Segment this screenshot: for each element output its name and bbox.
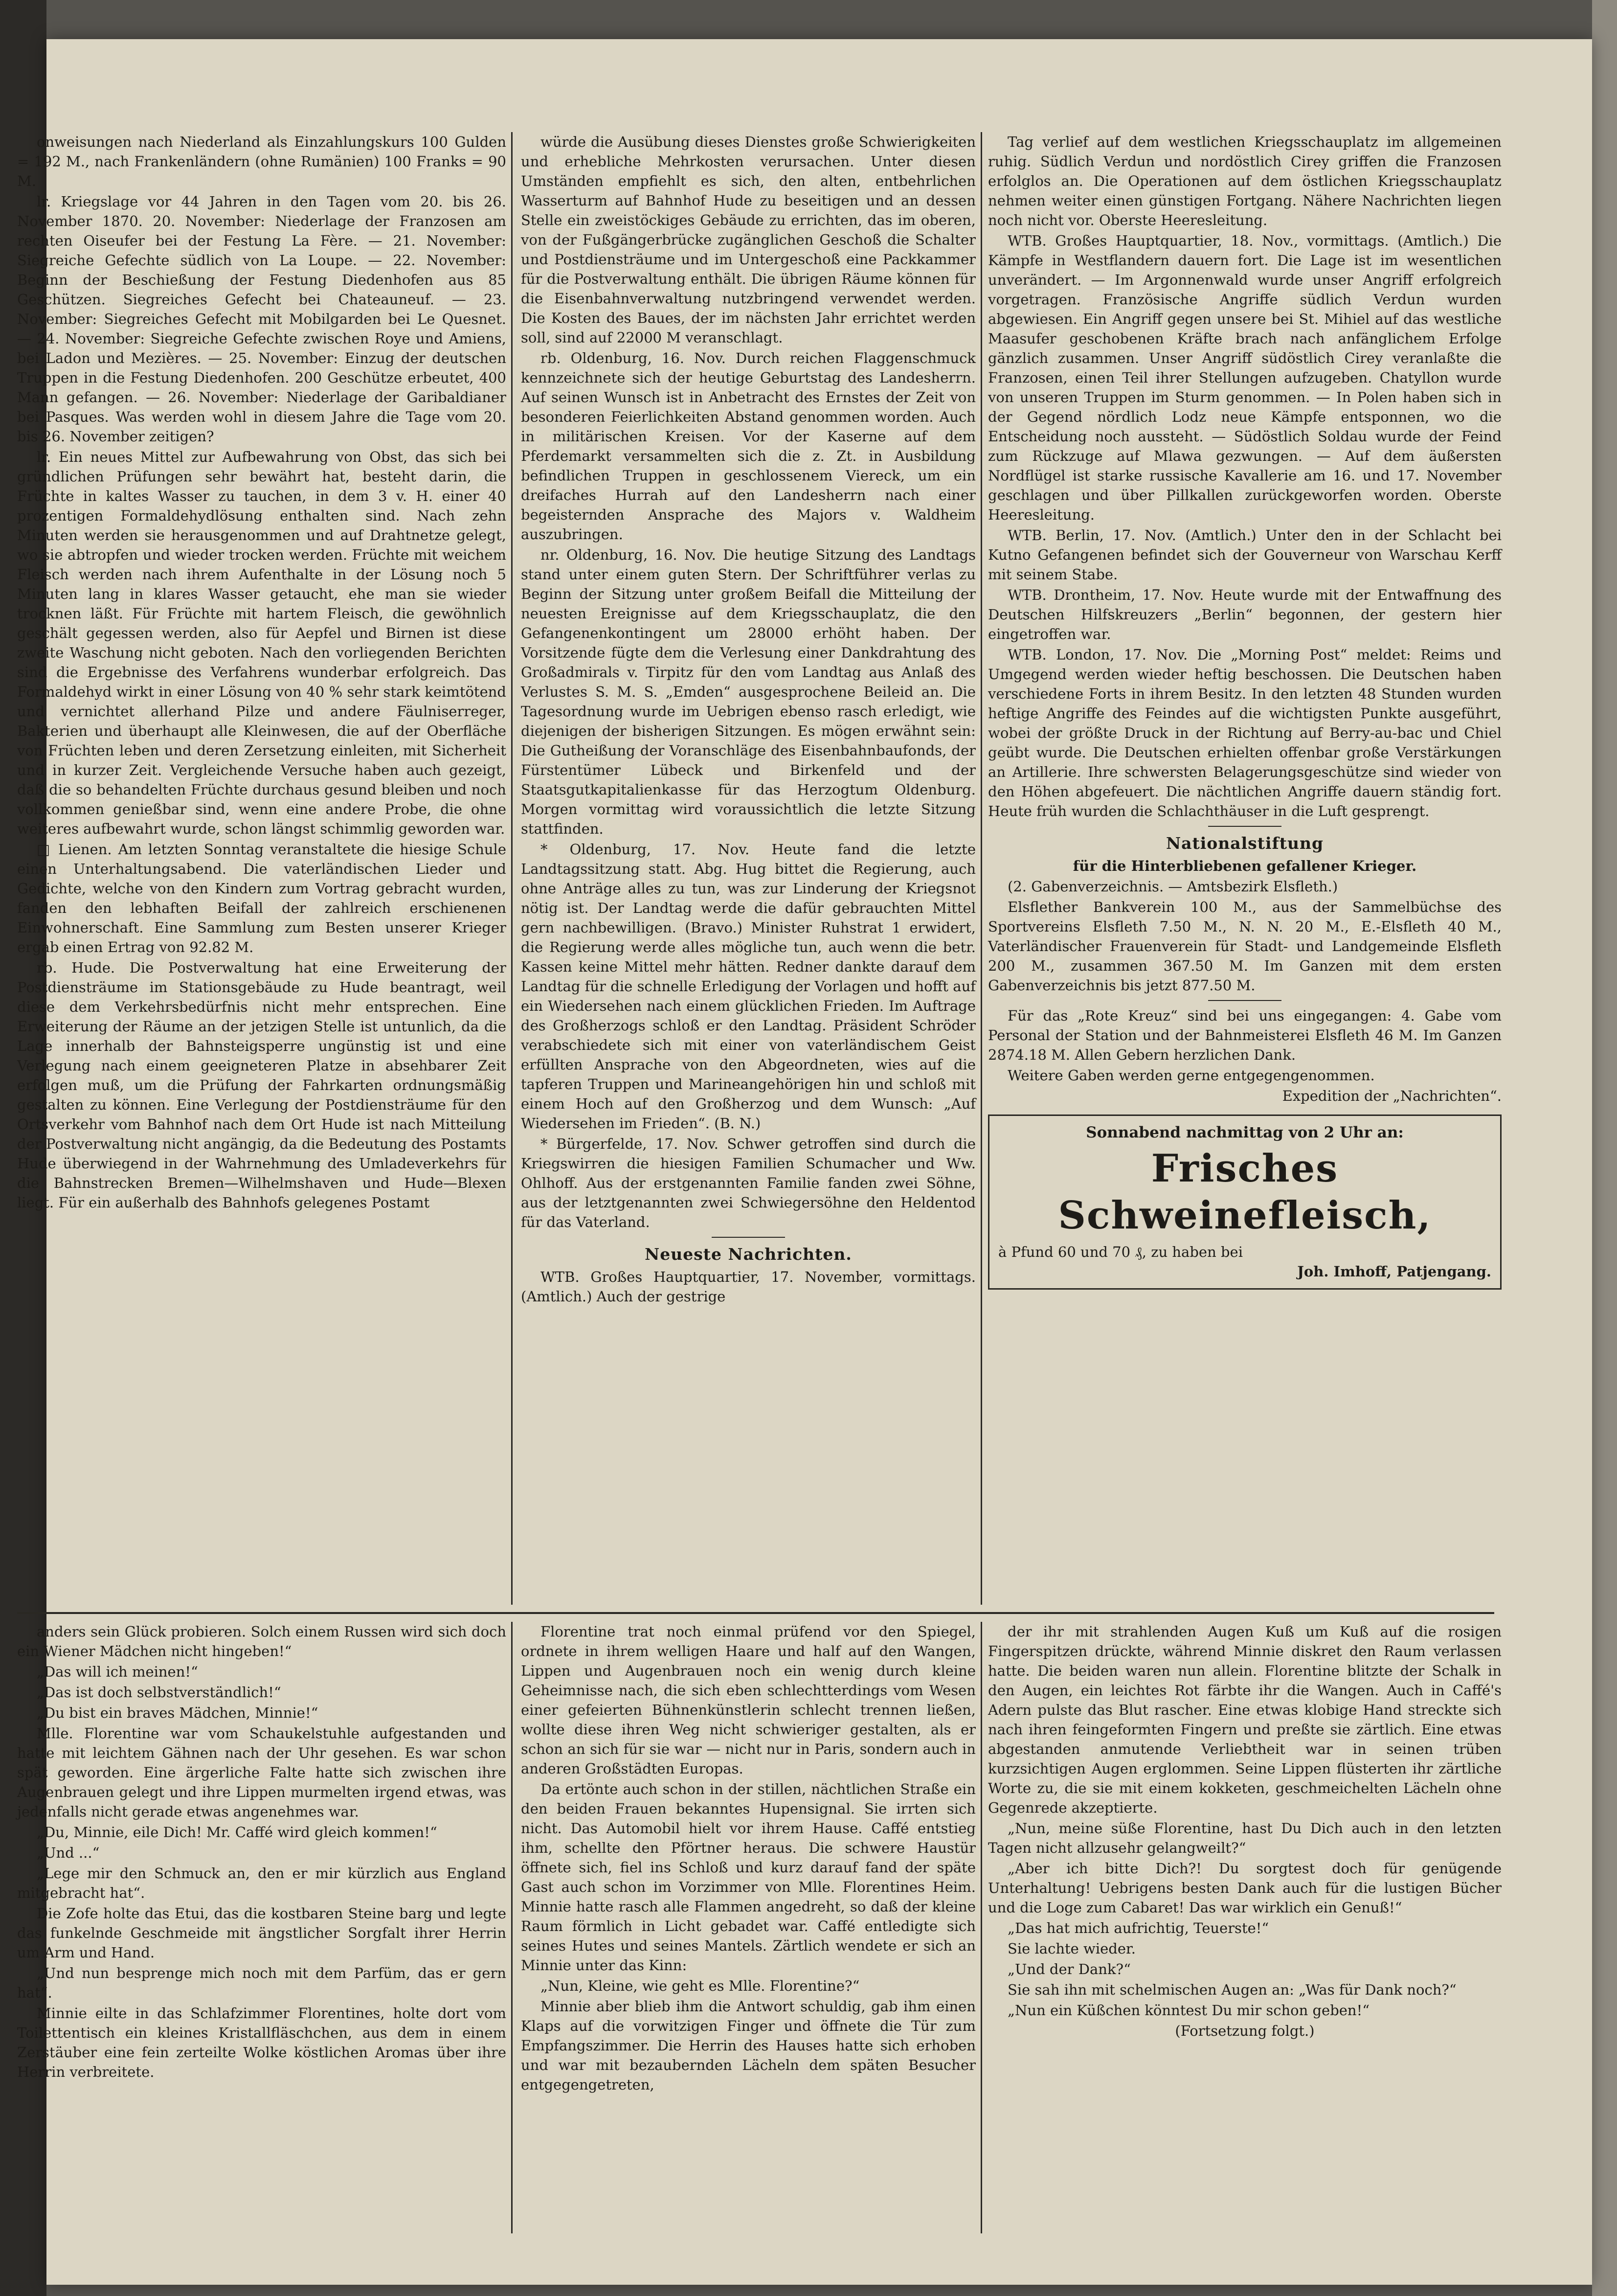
ad-price: à Pfund 60 und 70 ₰, zu haben bei [998,1244,1243,1260]
column-rule [981,132,982,1605]
column-rule [981,1622,982,2233]
paragraph: „Und ...“ [37,1844,100,1861]
paragraph: (2. Gabenverzeichnis. — Amtsbezirk Elsfleth.) [1008,878,1338,895]
column-rule [511,132,513,1605]
paragraph: Sie sah ihn mit schelmischen Augen an: „Was für Dank noch?“ [1008,1981,1457,1998]
separator [1208,1000,1281,1001]
paragraph: rb. Hude. Die Postverwaltung hat eine Erweiterung der Postdiensträume im Stationsgebäude zu Hude beantragt, weil diese dem Verkehrsbedürfnis nicht mehr entsprechen. Eine Erweiterung der Räume an der jetzigen Stelle ist untunlich, da die Lage innerhalb der Bahnsteigsperre ungünstig ist und eine Verlegung nach einem geeigneteren Platze in absehbarer Zeit erfolgen muß, um die Prüfung der Fahrkarten ordnungsmäßig gestalten zu können. Eine Verlegung der Postdiensträume für den Ortsverkehr vom Bahnhof nach dem Ort Hude ist nach Mitteilung der Postverwaltung nicht angängig, da die Bedeutung des Postamts Hude überwiegend in der Wahrnehmung des Umladeverkehrs für die Bahnstrecken Bremen—Wilhelmshaven und Hude—Blexen liegt. Für ein außerhalb des Bahnhofs gelegenes Postamt [17,959,506,1211]
paragraph: WTB. Großes Hauptquartier, 17. November, vormittags. (Amtlich.) Auch der gestrige [521,1269,976,1305]
paragraph: nr. Oldenburg, 16. Nov. Die heutige Sitzung des Landtags stand unter einem guten Stern. Der Schriftführer verlas zu Beginn der Sitzung unter großem Beifall die Mitteilung der neuesten Ereignisse auf dem Kriegsschauplatz, die den Gefangenenkontingent um 28000 erhöht haben. Der Vorsitzende fügte dem die Verlesung einer Dankdrahtung des Großadmirals v. Tirpitz für den vom Landtag aus Anlaß des Verlustes S. M. S. „Emden“ ausgesprochene Beileid an. Die Tagesordnung wurde im Uebrigen ebenso rasch erledigt, wie diejenigen der bisherigen Sitzungen. Es mögen erwähnt sein: Die Gutheißung der Voranschläge des Eisenbahnbaufonds, der Fürstentümer Lübeck und Birkenfeld und der Staatsgutkapitalienkasse für das Herzogtum Oldenburg. Morgen vormittag wird voraussichtlich die letzte Sitzung stattfinden. [521,546,976,837]
paragraph: WTB. Drontheim, 17. Nov. Heute wurde mit der Entwaffnung des Deutschen Hilfskreuzers „Berlin“ begonnen, der gestern hier eingetroffen war. [988,587,1502,642]
bottom-column-3 [988,1622,1502,2233]
paragraph: Minnie eilte in das Schlafzimmer Florentines, holte dort vom Toilettentisch ein kleines Kristallfläschchen, aus dem in einem Zerstäuber eine fein zerteilte Wolke köstlichen Aromas über ihre Herrin verbreitete. [17,2005,506,2080]
paragraph: WTB. Großes Hauptquartier, 18. Nov., vormittags. (Amtlich.) Die Kämpfe in Westflandern dauern fort. Die Lage ist im wesentlichen unverändert. — Im Argonnenwald wurde unser Angriff erfolgreich vorgetragen. Französische Angriffe südlich Verdun wurden abgewiesen. Ein Angriff gegen unsere bei St. Mihiel auf das westliche Maasufer geschobenen Kräfte brach nach anfänglichem Erfolge gänzlich zusammen. Unser Angriff südöstlich Cirey veranlaßte die Franzosen, einen Teil ihrer Stellungen aufzugeben. Chatyllon wurde von unseren Truppen im Sturm genommen. — In Polen haben sich in der Gegend nördlich Lodz neue Kämpfe entsponnen, wo die Entscheidung noch aussteht. — Südöstlich Soldau wurde der Feind zum Rückzuge auf Mlawa gezwungen. — Auf dem äußersten Nordflügel ist starke russische Kavallerie am 16. und 17. November geschlagen und über Pillkallen zurückgeworfen worden. Oberste Heeresleitung. [988,232,1502,523]
paragraph: „Nun ein Küßchen könntest Du mir schon geben!“ [1008,2002,1370,2019]
signature: Expedition der „Nachrichten“. [1282,1088,1502,1104]
nationalstiftung-title: Nationalstiftung [1166,834,1324,853]
paragraph: lr. Kriegslage vor 44 Jahren in den Tagen vom 20. bis 26. November 1870. 20. November: Niederlage der Franzosen am rechten Oiseufer bei der Festung La Fère. — 21. November: Siegreiche Gefechte südlich von La Loupe. — 22. November: Beginn der Beschießung der Festung Diedenhofen aus 85 Geschützen. Siegreiches Gefecht bei Chateauneuf. — 23. November: Siegreiches Gefecht mit Mobilgarden bei Le Quesnet. — 24. November: Siegreiche Gefechte zwischen Roye und Amiens, bei Ladon und Mezières. — 25. November: Einzug der deutschen Truppen in die Festung Diedenhofen. 200 Geschütze erbeutet, 400 Mann gefangen. — 26. November: Niederlage der Garibaldianer bei Pasques. Was werden wohl in diesem Jahre die Tage vom 20. bis 26. November zeitigen? [17,193,506,445]
paragraph: „Und nun besprenge mich noch mit dem Parfüm, das er gern hat“. [17,1965,506,2001]
paragraph: onweisungen nach Niederland als Einzahlungskurs 100 Gulden = 192 M., nach Frankenländern (ohne Rumänien) 100 Franks = 90 M. [17,134,506,189]
paragraph: lr. Ein neues Mittel zur Aufbewahrung von Obst, das sich bei gründlichen Prüfungen sehr bewährt hat, besteht darin, die Früchte in kaltes Wasser zu tauchen, in dem 3 v. H. einer 40 prozentigen Formaldehydlösung enthalten sind. Nach zehn Minuten werden sie herausgenommen und auf Drahtnetze gelegt, wo sie abtropfen und wieder trocken werden. Früchte mit weichem Fleisch werden nach ihrem Aufenthalte in der Lösung noch 5 Minuten lang in klares Wasser getaucht, ehe man sie wieder trocknen läßt. Für Früchte mit hartem Fleisch, die gewöhnlich geschält gegessen werden, also für Aepfel und Birnen ist diese zweite Waschung nicht geboten. Nach den vorliegenden Berichten sind die Ergebnisse des Verfahrens wunderbar erfolgreich. Das Formaldehyd wirkt in einer Lösung von 40 % sehr stark keimtötend und vernichtet allerhand Pilze und andere Fäulniserreger, Bakterien und überhaupt alle Kleinwesen, die auf der Oberfläche von Früchten leben und deren Zersetzung einleiten, mit Sicherheit und in kurzer Zeit. Vergleichende Versuche haben auch gezeigt, daß die so behandelten Früchte durchaus gesund bleiben und noch vollkommen genießbar sind, wenn eine andere Probe, die ohne weiteres aufbewahrt wurde, schon längst schimmlig geworden war. [17,449,506,837]
paragraph: „Lege mir den Schmuck an, den er mir kürzlich aus England mitgebracht hat“. [17,1865,506,1901]
paragraph: Tag verlief auf dem westlichen Kriegsschauplatz im allgemeinen ruhig. Südlich Verdun und nordöstlich Cirey griffen die Franzosen erfolglos an. Die Operationen auf dem östlichen Kriegsschauplatz nehmen weiter einen günstigen Fortgang. Nähere Nachrichten liegen noch nicht vor. Oberste Heeresleitung. [988,134,1502,228]
continuation-note: (Fortsetzung folgt.) [1175,2023,1315,2039]
paragraph: „Aber ich bitte Dich?! Du sorgtest doch für genügende Unterhaltung! Uebrigens besten Dank auch für die lustigen Bücher und die Loge zum Cabaret! Das war wirklich ein Genuß!“ [988,1860,1502,1916]
paragraph: Minnie aber blieb ihm die Antwort schuldig, gab ihm einen Klaps auf die vorwitzigen Finger und öffnete die Tür zum Empfangszimmer. Die Herrin des Hauses hatte sich erhoben und war mit bezaubernden Lächeln dem späten Besucher entgegengetreten, [521,1998,976,2093]
paragraph: „Nun, meine süße Florentine, hast Du Dich auch in den letzten Tagen nicht allzusehr gelangweilt?“ [988,1820,1502,1856]
separator [1208,826,1281,827]
paragraph: Für das „Rote Kreuz“ sind bei uns eingegangen: 4. Gabe vom Personal der Station und der Bahnmeisterei Elsfleth 46 M. Im Ganzen 2874.18 M. Allen Gebern herzlichen Dank. [988,1007,1502,1063]
paragraph: „Du, Minnie, eile Dich! Mr. Caffé wird gleich kommen!“ [37,1824,437,1841]
column-rule [511,1622,513,2233]
top-column-3 [988,132,1502,1605]
ad-product: Frisches Schweinefleisch, [1058,1146,1432,1238]
top-column-2 [521,132,976,1605]
bottom-column-1 [17,1622,506,2233]
paragraph: * Bürgerfelde, 17. Nov. Schwer getroffen sind durch die Kriegswirren die hiesigen Familien Schumacher und Ww. Ohlhoff. Aus der erstgenannten Familie fanden zwei Söhne, aus der letztgenannten zwei Schwiegersöhne den Heldentod für das Vaterland. [521,1136,976,1230]
paragraph: Florentine trat noch einmal prüfend vor den Spiegel, ordnete in ihrem welligen Haare und half auf den Wangen, Lippen und Augenbrauen noch ein wenig durch kleine Geheimnisse nach, die sich eben schlechtterdings vom Wesen einer gefeierten Bühnenkünstlerin schlecht trennen ließen, wollte diese ihren Weg nicht schwieriger gestalten, als er schon an sich für sie war — nicht nur in Paris, sondern auch in anderen Großstädten Europas. [521,1623,976,1777]
newspaper-page [17,39,1592,2285]
paragraph: Da ertönte auch schon in der stillen, nächtlichen Straße ein den beiden Frauen bekanntes Hupensignal. Sie irrten sich nicht. Das Automobil hielt vor ihrem Hause. Caffé entstieg ihm, schellte den Pförtner heraus. Die schwere Haustür öffnete sich, fiel ins Schloß und kurz darauf fand der späte Gast auch schon im Vorzimmer von Mlle. Florentines Heim. Minnie hatte rasch alle Flammen angedreht, so daß der kleine Raum förmlich in Licht gebadet war. Caffé entledigte sich seines Hutes und seines Mantels. Zärtlich wendete er sich an Minnie unter das Kinn: [521,1781,976,1974]
advertisement [988,1114,1502,1290]
paragraph: WTB. Berlin, 17. Nov. (Amtlich.) Unter den in der Schlacht bei Kutno Gefangenen befindet sich der Gouverneur von Warschau Kerff mit seinem Stabe. [988,527,1502,583]
paragraph: der ihr mit strahlenden Augen Kuß um Kuß auf die rosigen Fingerspitzen drückte, während Minnie diskret den Raum verlassen hatte. Die beiden waren nun allein. Florentine blitzte der Schalk in den Augen, ein leichtes Rot färbte ihr die Wangen. Auch in Caffé's Adern pulste das Blut rascher. Eine etwas klobige Hand streckte sich nach ihren feingeformten Fingern und preßte sie zärtlich. Eine etwas abgestanden anmutende Verliebtheit war in seinen trüben kurzsichtigen Augen erglommen. Seine Lippen flüsterten ihr zärtliche Worte zu, die sie mit einem kokketen, geschmeichelten Lächeln ohne Gegenrede akzeptierte. [988,1623,1502,1816]
paragraph: „Das will ich meinen!“ [37,1663,198,1680]
top-column-1 [17,132,506,1605]
paragraph: „Und der Dank?“ [1008,1961,1131,1978]
paragraph: Weitere Gaben werden gerne entgegengenommen. [1008,1067,1375,1084]
paragraph: „Das hat mich aufrichtig, Teuerste!“ [1008,1920,1269,1936]
paragraph: würde die Ausübung dieses Dienstes große Schwierigkeiten und erhebliche Mehrkosten verursachen. Unter diesen Umständen empfiehlt es sich, den alten, entbehrlichen Wasserturm auf Bahnhof Hude zu beseitigen und an dessen Stelle ein zweistöckiges Gebäude zu errichten, das im oberen, von der Fußgängerbrücke zugänglichen Geschoß die Schalter und Postdiensträume und im Untergeschoß eine Packkammer für die Postverwaltung enthält. Die übrigen Räume können für die Eisenbahnverwaltung nutzbringend verwendet werden. Die Kosten des Baues, der im nächsten Jahr errichtet werden soll, sind auf 22000 M veranschlagt. [521,134,976,346]
paragraph: „Nun, Kleine, wie geht es Mlle. Florentine?“ [540,1978,860,1994]
paragraph: Sie lachte wieder. [1008,1940,1136,1957]
ad-headline: Sonnabend nachmittag von 2 Uhr an: [1086,1124,1404,1141]
paragraph: * Oldenburg, 17. Nov. Heute fand die letzte Landtagssitzung statt. Abg. Hug bittet die Regierung, auch ohne Anträge alles zu tun, was zur Linderung der Kriegsnot nötig ist. Der Landtag werde die dafür gebrauchten Mittel gern nachbewilligen. (Bravo.) Minister Ruhstrat 1 erwidert, die Regierung werde alles mögliche tun, auch wenn die betr. Kassen keine Mittel mehr hätten. Redner dankte darauf dem Landtag für die schnelle Erledigung der Vorlagen und hofft auf ein Wiedersehen nach einem glücklichen Frieden. Im Auftrage des Großherzogs schloß er den Landtag. Präsident Schröder verabschiedete sich mit einer von vaterländischem Geist erfüllten Ansprache von den Abgeordneten, wies auf die tapferen Truppen und Marineangehörigen hin und schloß mit einem Hoch auf den Großherzog und dem Wunsch: „Auf Wiedersehen im Frieden“. (B. N.) [521,841,976,1132]
paragraph: „Du bist ein braves Mädchen, Minnie!“ [37,1705,318,1721]
page-edge [1592,0,1617,2296]
paragraph: Elsflether Bankverein 100 M., aus der Sammelbüchse des Sportvereins Elsfleth 7.50 M., N. N. 20 M., E.-Elsfleth 40 M., Vaterländischer Frauenverein für Stadt- und Landgemeinde Elsfleth 200 M., zusammen 367.50 M. Im Ganzen mit dem ersten Gabenverzeichnis bis jetzt 877.50 M. [988,899,1502,994]
section-divider [17,1612,1494,1614]
ad-vendor: Joh. Imhoff, Patjengang. [1297,1263,1491,1280]
bottom-column-2 [521,1622,976,2233]
paragraph: Die Zofe holte das Etui, das die kostbaren Steine barg und legte das funkelnde Geschmeide mit ängstlicher Sorgfalt ihrer Herrin um Arm und Hand. [17,1905,506,1961]
section-heading: Neueste Nachrichten. [645,1245,852,1264]
paragraph: „Das ist doch selbstverständlich!“ [37,1684,281,1701]
paragraph: Mlle. Florentine war vom Schaukelstuhle aufgestanden und hatte mit leichtem Gähnen nach der Uhr gesehen. Es war schon spät geworden. Eine ärgerliche Falte hatte sich zwischen ihre Augenbrauen gelegt und ihre Lippen murmelten irgend etwas, was jedenfalls nicht gerade etwas angenehmes war. [17,1725,506,1820]
paragraph: rb. Oldenburg, 16. Nov. Durch reichen Flaggenschmuck kennzeichnete sich der heutige Geburtstag des Landesherrn. Auf seinen Wunsch ist in Anbetracht des Ernstes der Zeit von besonderen Feierlichkeiten Abstand genommen worden. Auch in militärischen Kreisen. Vor der Kaserne auf dem Pferdemarkt versammelten sich die z. Zt. in Ausbildung befindlichen Truppen in geschlossenem Viereck, um ein dreifaches Hurrah auf den Landesherrn nach einer begeisternden Ansprache des Majors v. Waldheim auszubringen. [521,350,976,543]
nationalstiftung-subtitle: für die Hinterbliebenen gefallener Krieger. [1073,858,1417,874]
paragraph: WTB. London, 17. Nov. Die „Morning Post“ meldet: Reims und Umgegend werden wieder heftig beschossen. Die Deutschen haben verschiedene Forts in ihrem Besitz. In den letzten 48 Stunden wurden heftige Angriffe des Feindes auf die wichtigsten Punkte ausgeführt, wobei der größte Druck in der Richtung auf Berry-au-bac und Chiel geübt wurde. Die Deutschen erhielten offenbar große Verstärkungen an Artillerie. Ihre schwersten Belagerungsgeschütze sind wieder von den Höhen abgefeuert. Die nächtlichen Angriffe dauern ständig fort. Heute früh wurden die Schlachthäuser in die Luft gesprengt. [988,646,1502,819]
separator [712,1237,785,1238]
paragraph: □ Lienen. Am letzten Sonntag veranstaltete die hiesige Schule einen Unterhaltungsabend. Die vaterländischen Lieder und Gedichte, welche von den Kindern zum Vortrag gebracht wurden, fanden den lebhaften Beifall der zahlreich erschienenen Einwohnerschaft. Eine Sammlung zum Besten unserer Krieger ergab einen Ertrag von 92.82 M. [17,841,506,955]
paragraph: anders sein Glück probieren. Solch einem Russen wird sich doch ein Wiener Mädchen nicht hingeben!“ [17,1623,506,1659]
